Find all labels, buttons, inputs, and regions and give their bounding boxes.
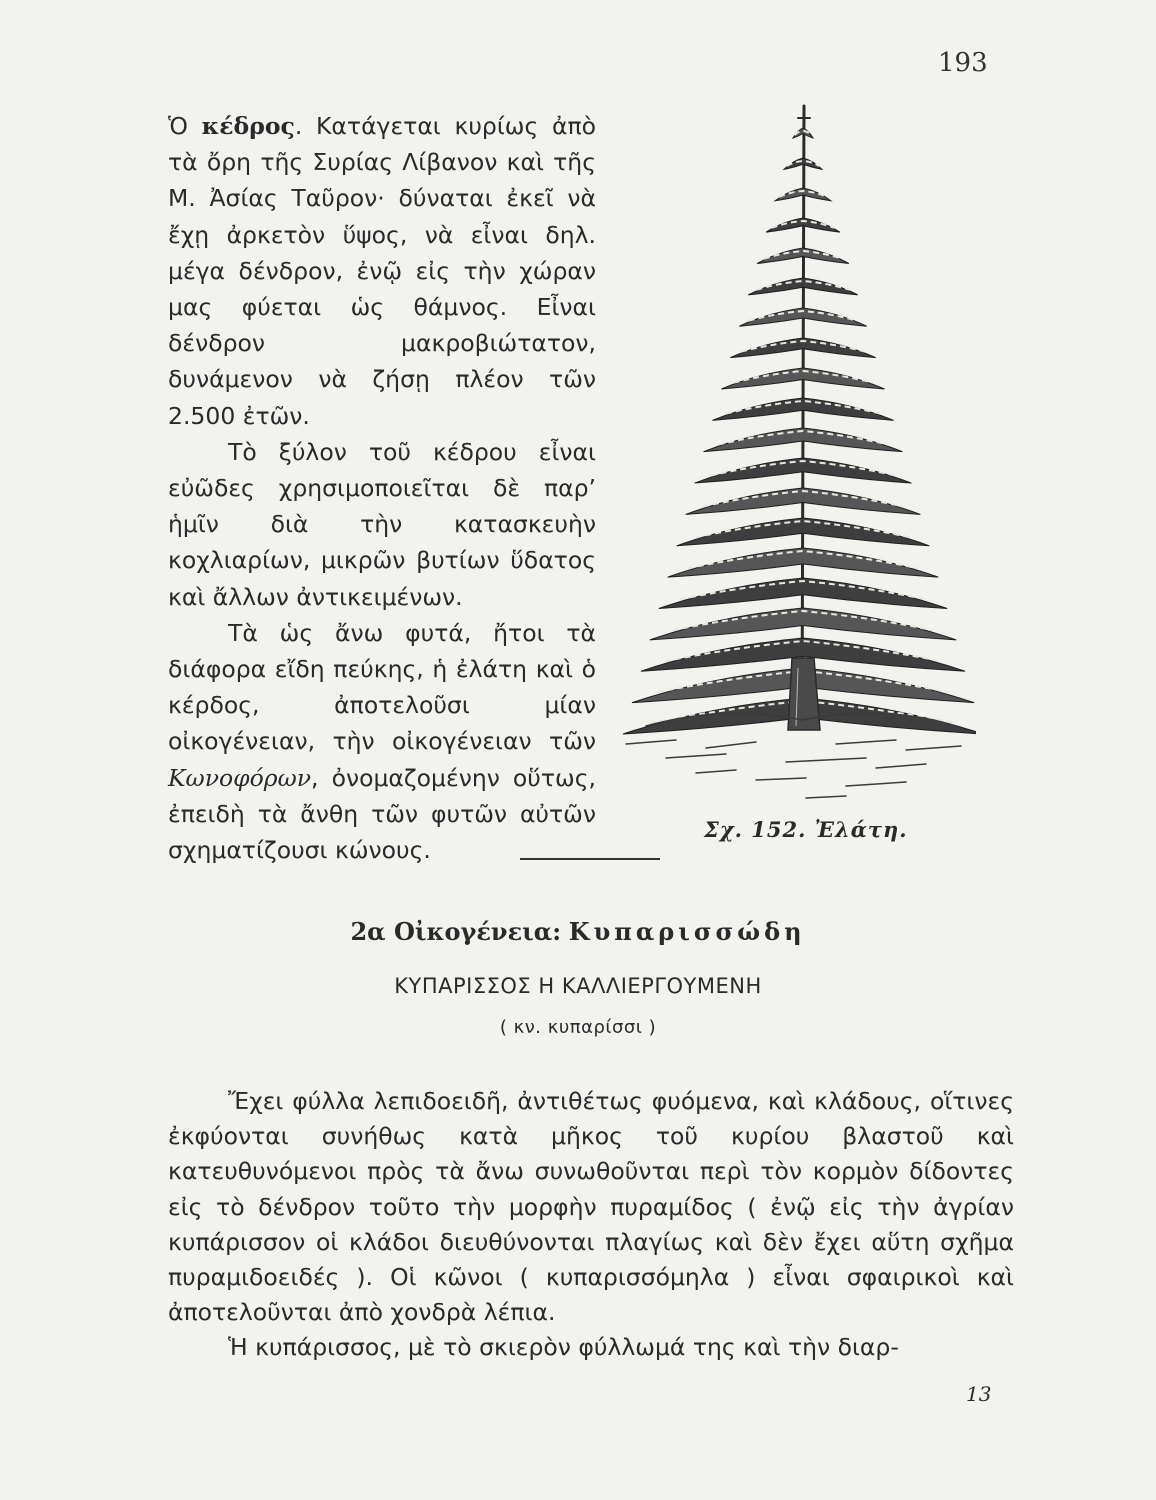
cypress-text	[168, 1084, 1014, 1366]
family-label: 2α Οἰκογένεια:	[350, 917, 562, 946]
figure-caption: Σχ. 152. Ἐλάτη.	[704, 817, 908, 842]
fir-branches	[623, 128, 976, 734]
conifers-term: Κωνοφόρων	[168, 763, 312, 792]
page-number: 193	[938, 48, 988, 78]
conifers-paragraph	[168, 615, 596, 868]
cedar-description: . Κατάγεται κυρίως ἀπὸ τὰ ὄρη τῆς Συρίας Λίβανον καὶ τῆς Μ. Ἀσίας Ταῦρον· δύναται ἐκεῖ νὰ ἔχῃ ἀρκετὸν ὕψος, νὰ εἶναι δηλ. μέγα δένδρον, ἐνῷ εἰς τὴν χώραν μας φύεται ὡς θάμνος. Εἶναι δένδρον μακροβιώτατον, δυνάμενον νὰ ζήσῃ πλέον τῶν 2.500 ἐτῶν.	[168, 112, 596, 430]
cedar-wood-paragraph: Τὸ ξύλον τοῦ κέδρου εἶναι εὐῶδες χρησιμοποιεῖται δὲ παρ’ ἡμῖν διὰ τὴν κατασκευὴν κοχλιαρίων, μικρῶν βυτίων ὕδατος καὶ ἄλλων ἀντικειμένων.	[168, 437, 596, 611]
signature-mark: 13	[966, 1382, 992, 1406]
cedar-term: κέδρος	[201, 112, 295, 140]
text-column	[168, 108, 596, 868]
cypress-description-paragraph: Ἔχει φύλλα λεπιδοειδῆ, ἀντιθέτως φυόμενα, καὶ κλάδους, οἵτινες ἐκφύονται συνήθως κατὰ μῆκος τοῦ κυρίου βλαστοῦ καὶ κατευθυνόμενοι πρὸς τὰ ἄνω συνωθοῦνται περὶ τὸν κορμὸν δίδοντες εἰς τὸ δένδρον τοῦτο τὴν μορφὴν πυραμίδος ( ἐνῷ εἰς τὴν ἀγρίαν κυπάρισσον οἱ κλάδοι διευθύνονται πλαγίως καὶ δὲν ἔχει αὕτη σχῆμα πυραμιδοειδές ). Οἱ κῶνοι ( κυπαρισσόμηλα ) εἶναι σφαιρικοὶ καὶ ἀποτελοῦνται ἀπὸ χονδρὰ λέπια.	[168, 1087, 1014, 1327]
fir-tree-illustration	[606, 98, 976, 818]
cedar-paragraph	[168, 108, 596, 434]
family-name: Κυπαρισσώδη	[568, 917, 806, 946]
conifers-text-end: , ὀνομαζομένην οὕτως, ἐπειδὴ τὰ ἄνθη τῶν φυτῶν αὐτῶν σχηματίζουσι κώνους.	[168, 763, 596, 865]
section-divider	[520, 858, 660, 860]
family-heading	[0, 917, 1156, 946]
conifers-text-start: Τὰ ὡς ἄνω φυτά, ἤτοι τὰ διάφορα εἴδη πεύκης, ἡ ἐλάτη καὶ ὁ κέρδος, ἀποτελοῦσι μίαν οἰκογένειαν, τὴν οἰκογένειαν τῶν	[168, 618, 596, 756]
common-name: ( κν. κυπαρίσσι )	[499, 1017, 657, 1038]
cypress-continuation-paragraph: Ἡ κυπάρισσος, μὲ τὸ σκιερὸν φύλλωμά της καὶ τὴν διαρ-	[228, 1333, 899, 1362]
species-title: ΚΥΠΑΡΙΣΣΟΣ Η ΚΑΛΛΙΕΡΓΟΥΜΕΝΗ	[394, 974, 762, 998]
paragraph-lead: Ὁ	[168, 112, 188, 140]
